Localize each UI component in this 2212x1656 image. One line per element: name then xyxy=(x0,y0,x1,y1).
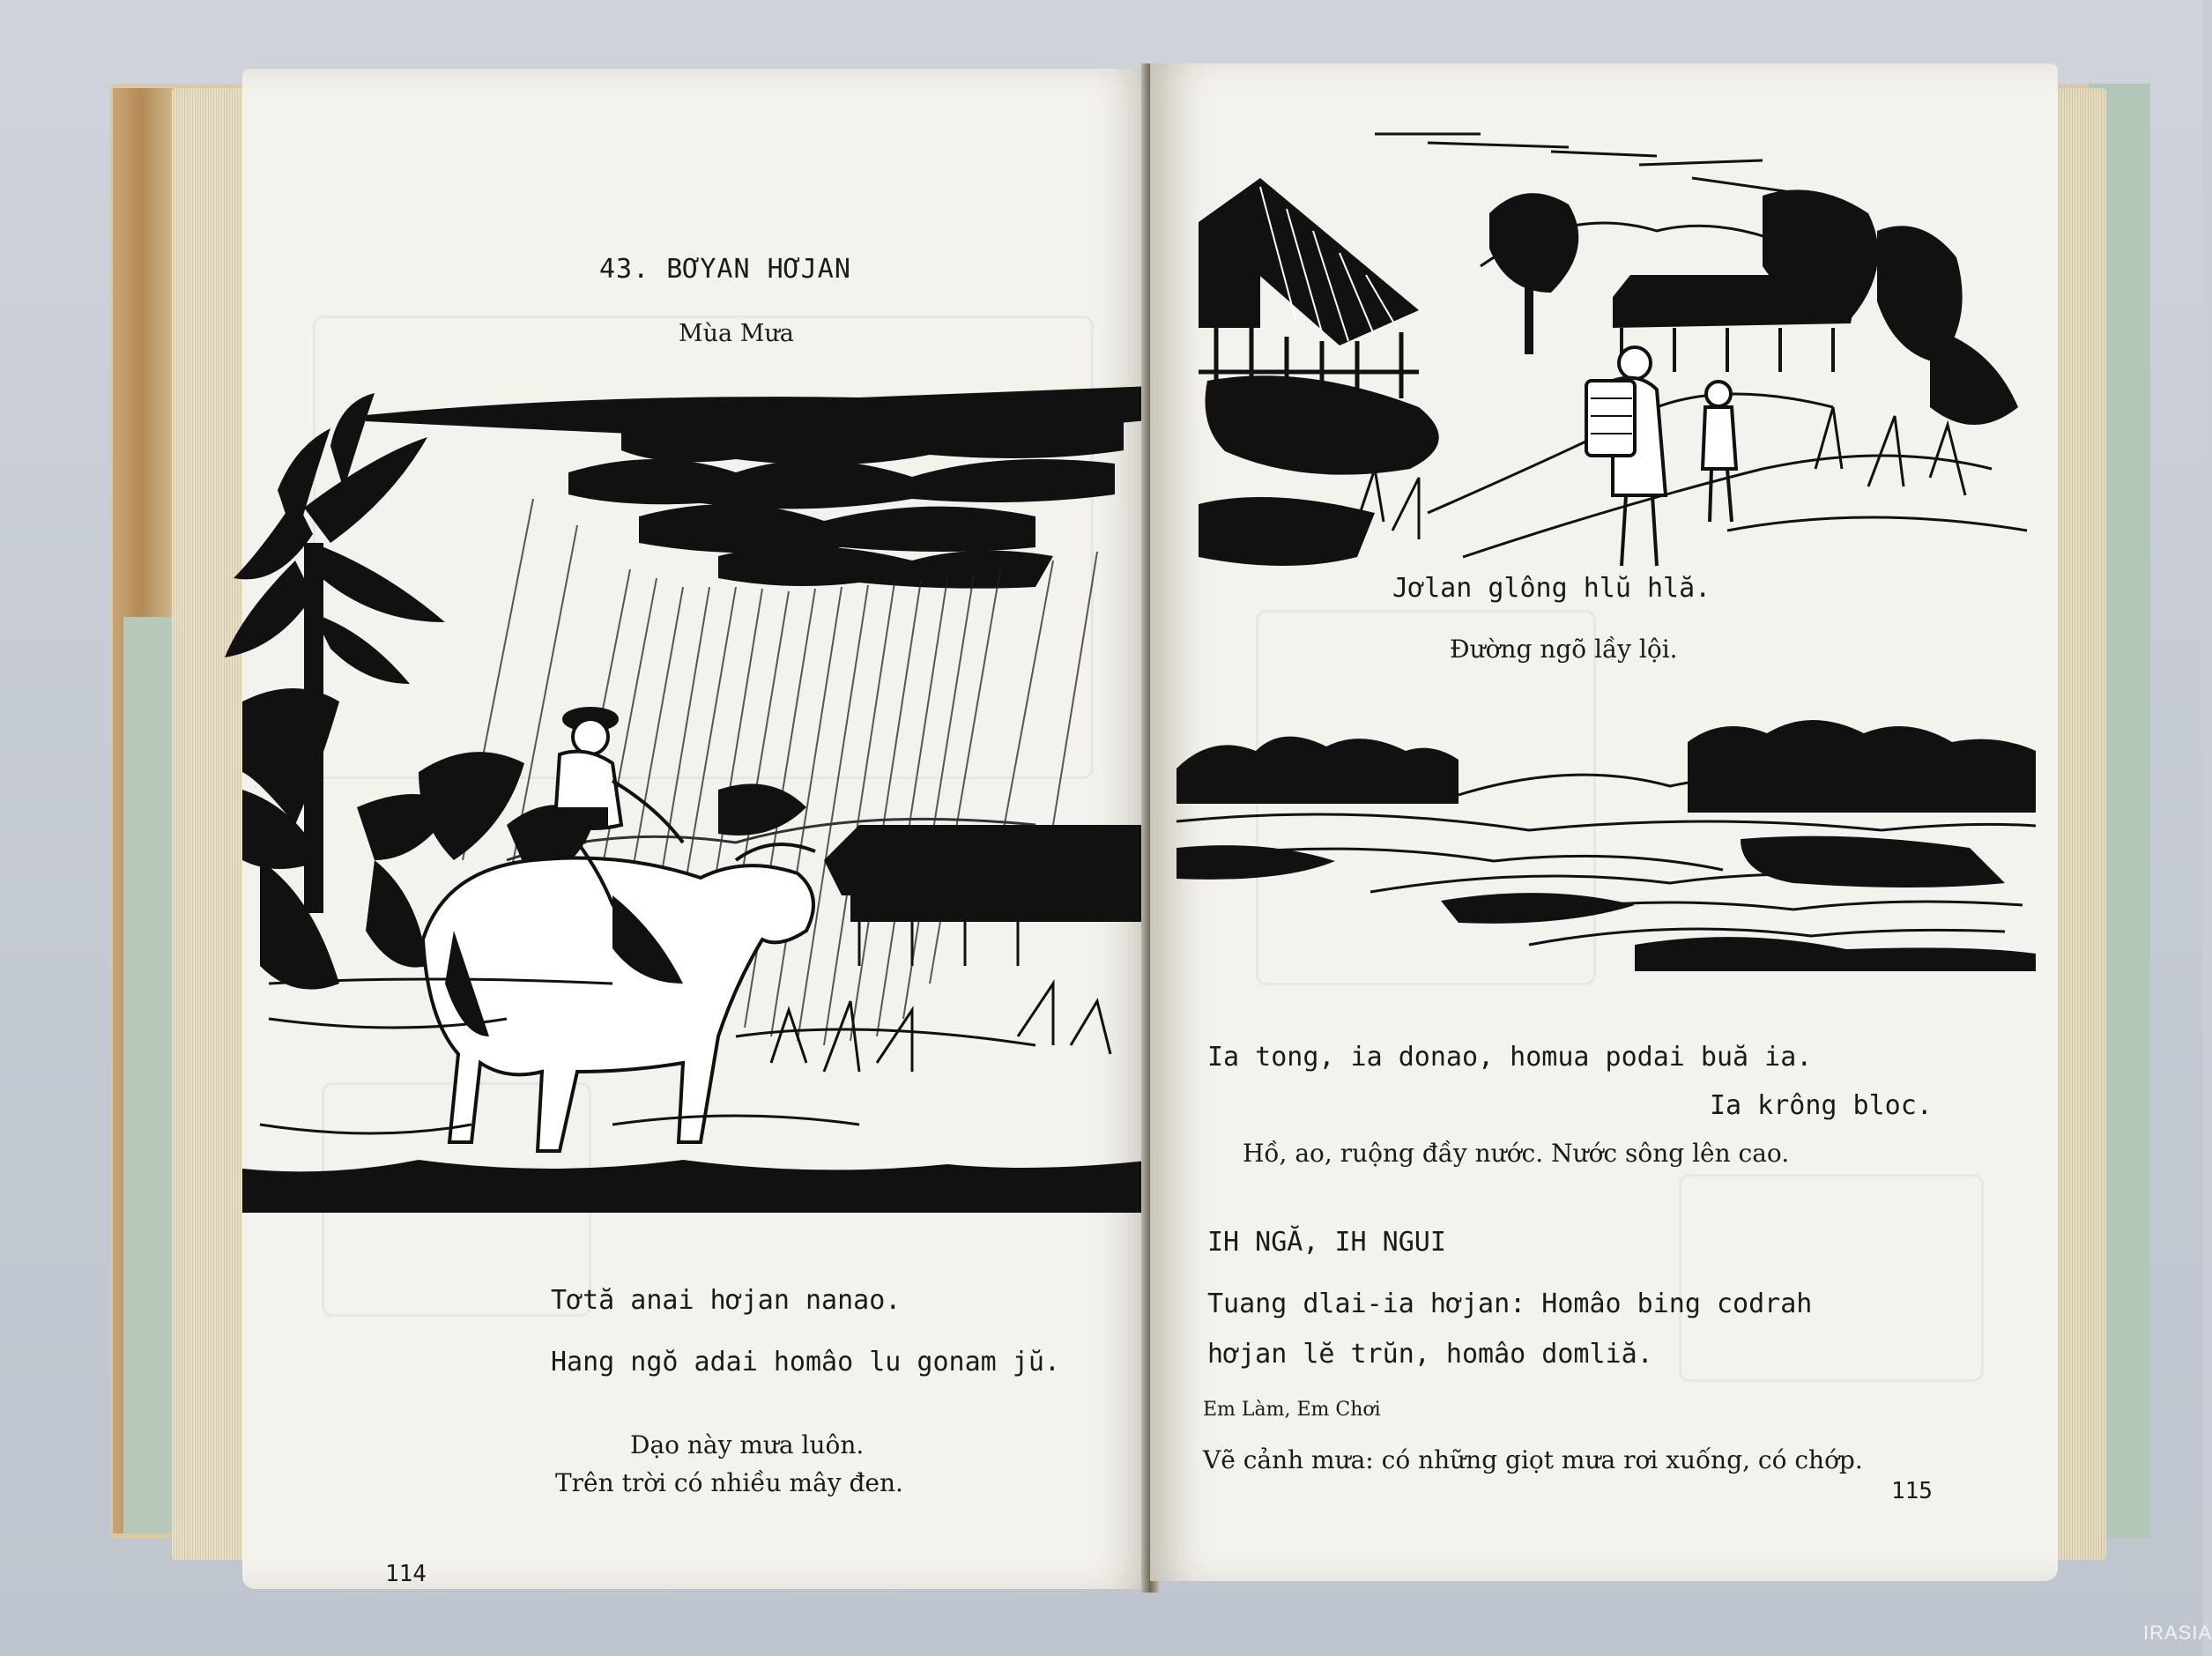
caption-2: Đường ngõ lầy lội. xyxy=(1450,635,1678,664)
text-line-5: hơjan lĕ trŭn, homâo domliă. xyxy=(1207,1339,1653,1370)
village-illustration xyxy=(1199,116,2027,610)
watermark: IRASIA xyxy=(2143,1622,2212,1644)
section-title: IH NGĂ, IH NGUI xyxy=(1207,1227,1446,1258)
cover-left-edge xyxy=(123,617,172,1533)
text-line-1: Ia tong, ia donao, homua podai buă ia. xyxy=(1207,1042,1813,1073)
flooded-landscape-illustration xyxy=(1177,707,2036,989)
page-number: 114 xyxy=(385,1561,427,1587)
text-line-3: Hồ, ao, ruộng đầy nước. Nước sông lên cao. xyxy=(1243,1139,1790,1168)
text-line-2: Hang ngŏ adai homâo lu gonam jŭ. xyxy=(551,1347,1060,1378)
rain-scene-illustration xyxy=(242,367,1154,1248)
text-line-2: Ia krông bloc. xyxy=(1710,1090,1933,1121)
caption-1: Jơlan glông hlŭ hlă. xyxy=(1392,573,1711,604)
text-line-7: Vẽ cảnh mưa: có những giọt mưa rơi xuống, có chớp. xyxy=(1203,1445,1863,1474)
lesson-subtitle: Mùa Mưa xyxy=(679,320,794,347)
page-edges-left xyxy=(172,88,251,1560)
text-line-6: Em Làm, Em Chơi xyxy=(1203,1399,1381,1421)
left-page xyxy=(242,69,1154,1589)
text-line-1: Tơtă anai hơjan nanao. xyxy=(551,1285,902,1316)
text-line-4: Trên trời có nhiều mây đen. xyxy=(555,1468,903,1497)
right-page xyxy=(1150,63,2058,1581)
text-line-3: Dạo này mưa luôn. xyxy=(630,1430,865,1459)
lesson-title: 43. BƠYAN HƠJAN xyxy=(599,254,851,285)
show-through-ghost xyxy=(1679,1174,1984,1382)
page-number: 115 xyxy=(1891,1478,1933,1504)
text-line-4: Tuang dlai-ia hơjan: Homâo bing codrah xyxy=(1207,1288,1813,1319)
